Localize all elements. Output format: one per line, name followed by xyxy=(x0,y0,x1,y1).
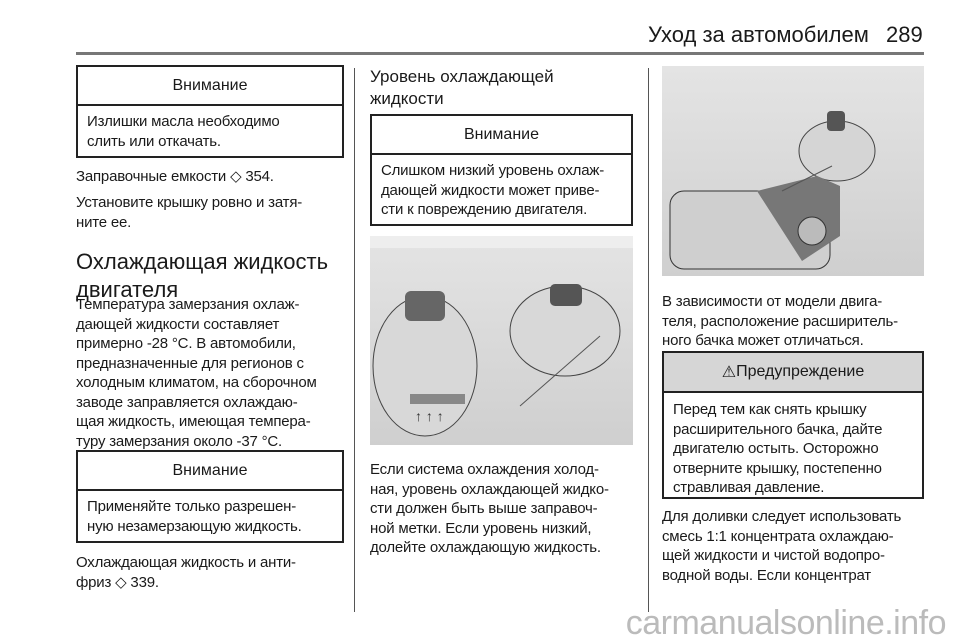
notice-body: Слишком низкий уровень охлаж- дающей жидкости может приве- сти к повреждению двигателя. xyxy=(381,162,605,218)
page-reference[interactable]: 354. xyxy=(245,168,274,185)
column-divider xyxy=(354,68,355,612)
paragraph: Температура замерзания охлаж- дающей жидкости составляет примерно -28 °C. В автомобили, предназначенные для регионов с холодным климатом, на сборочном заводе заправляется охлаждаю- щая жидкость, имеющая темпера- туру замерзания около -37 °C. xyxy=(76,296,317,450)
section-title: Уход за автомобилем xyxy=(648,22,869,47)
paragraph: Если система охлаждения холод- ная, уровень охлаждающей жидко- сти должен быть выше заправоч- ной метки. Если уровень низкий, долейте охлаждающую жидкость. xyxy=(370,461,609,556)
paragraph: Установите крышку ровно и затя- ните ее. xyxy=(76,194,303,231)
warning-header xyxy=(664,353,922,393)
paragraph-text: Заправочные емкости xyxy=(76,168,227,185)
subsection-heading: Уровень охлаждающей жидкости xyxy=(370,67,554,108)
paragraph xyxy=(76,167,274,187)
page-reference[interactable]: 339. xyxy=(130,573,159,591)
warning-body: Перед тем как снять крышку расширительного бачка, дайте двигателю остыть. Осторожно отверните крышку, постепенно стравливая давление. xyxy=(673,401,883,496)
reference-icon: ◇ xyxy=(115,573,127,591)
warning-title: Предупреждение xyxy=(736,363,865,380)
warning-triangle-icon: ⚠ xyxy=(721,364,737,381)
paragraph: Для доливки следует использовать смесь 1:1 концентрата охлаждаю- щей жидкости и чистой водопро- водной воды. Если концентрат xyxy=(662,508,902,584)
notice-box xyxy=(76,450,344,543)
reference-icon: ◇ xyxy=(230,168,242,185)
notice-title: Внимание xyxy=(78,67,342,106)
column-divider xyxy=(648,68,649,612)
coolant-reservoir-illustration xyxy=(370,236,633,445)
notice-body: Применяйте только разрешен- ную незамерзающую жидкость. xyxy=(87,498,302,535)
notice-box xyxy=(370,114,633,226)
svg-text:↑ ↑ ↑: ↑ ↑ ↑ xyxy=(415,408,444,424)
notice-title: Внимание xyxy=(372,116,631,155)
expansion-tank-drawing xyxy=(662,66,924,276)
paragraph-text: Охлаждающая жидкость и анти- фриз xyxy=(76,554,296,591)
notice-box xyxy=(76,65,344,158)
section-heading: Охлаждающая жидкость двигателя xyxy=(76,249,329,302)
notice-body: Излишки масла необходимо слить или откачать. xyxy=(87,113,280,150)
notice-title: Внимание xyxy=(78,452,342,491)
expansion-tank-illustration xyxy=(662,66,924,276)
paragraph xyxy=(76,553,296,592)
watermark: carmanualsonline.info xyxy=(625,604,946,642)
coolant-reservoir-drawing xyxy=(370,236,633,445)
warning-box xyxy=(662,351,924,499)
header-rule xyxy=(76,52,924,55)
paragraph: В зависимости от модели двига- теля, расположение расширитель- ного бачка может отличаться. xyxy=(662,293,898,349)
page-number: 289 xyxy=(886,22,923,47)
